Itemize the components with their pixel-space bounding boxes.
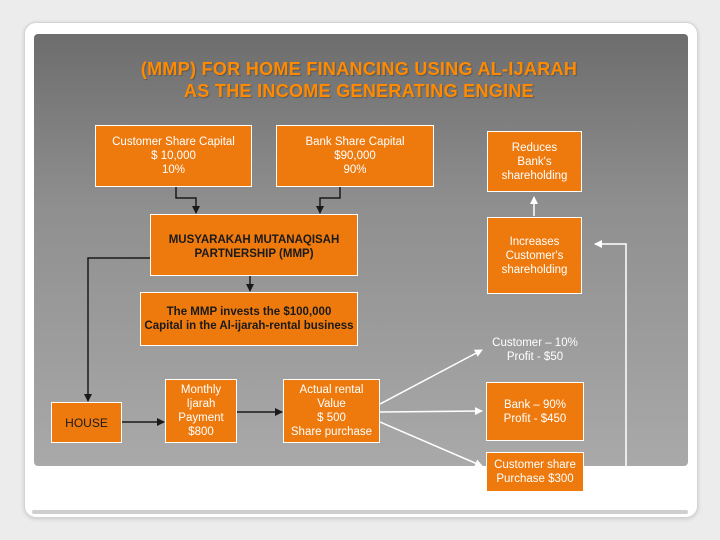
bank-profit-line-2: Profit - $450: [503, 412, 567, 425]
arrow-bank-to-mmp: [320, 186, 340, 213]
customer-profit-label: [482, 336, 588, 364]
title-line-1: (MMP) FOR HOME FINANCING USING AL-IJARAH: [140, 59, 578, 79]
increases-line-2: Customer's: [505, 249, 564, 262]
title-line-2: AS THE INCOME GENERATING ENGINE: [184, 81, 534, 101]
invests-line-2: Capital in the Al-ijarah-rental business: [144, 320, 354, 332]
payment-line-3: Payment: [178, 412, 224, 424]
increases-line-1: Increases: [509, 235, 560, 248]
house-label: HOUSE: [65, 415, 108, 430]
customer-capital-label: Customer Share Capital: [112, 136, 235, 148]
house-box: [51, 402, 122, 443]
arrow-rental-to-share-purchase: [380, 422, 482, 466]
customer-share-capital-box: [95, 125, 252, 187]
payment-line-2: Ijarah: [186, 398, 216, 410]
customer-capital-amount: $ 10,000: [151, 150, 196, 162]
bank-share-capital-box: [276, 125, 434, 187]
rental-amount: $ 500: [317, 412, 346, 424]
mmp-line-2: PARTNERSHIP (MMP): [194, 248, 314, 260]
arrow-rental-to-bank-profit: [380, 411, 482, 412]
payment-line-1: Monthly: [180, 384, 222, 396]
rental-line-4: Share purchase: [290, 426, 373, 438]
increases-line-3: shareholding: [501, 263, 568, 276]
customer-capital-percent: 10%: [161, 164, 186, 176]
payment-amount: $800: [188, 426, 214, 438]
customer-profit-line-2: Profit - $50: [506, 351, 564, 363]
arrow-customer-to-mmp: [176, 186, 196, 213]
bank-profit-line-1: Bank – 90%: [503, 398, 566, 411]
arrow-purchase-to-increases: [584, 244, 626, 467]
reduces-line-3: shareholding: [501, 169, 568, 182]
actual-rental-value-box: [283, 379, 380, 443]
monthly-ijarah-payment-box: [165, 379, 237, 443]
reduces-line-2: Bank's: [517, 155, 552, 168]
purchase-line-1: Customer share: [494, 459, 576, 471]
bank-capital-percent: 90%: [343, 164, 367, 176]
reduces-bank-shareholding-box: [487, 131, 582, 192]
bank-capital-amount: $90,000: [334, 150, 376, 162]
bank-capital-label: Bank Share Capital: [305, 136, 405, 148]
invests-line-1: The MMP invests the $100,000: [166, 306, 332, 318]
mmp-line-1: MUSYARAKAH MUTANAQISAH: [168, 234, 340, 246]
reduces-line-1: Reduces: [511, 141, 558, 154]
purchase-line-2: Purchase $300: [496, 473, 574, 485]
customer-profit-line-1: Customer – 10%: [492, 337, 578, 349]
mmp-partnership-box: [150, 214, 358, 276]
mmp-invests-box: [140, 292, 358, 346]
arrow-rental-to-customer-profit: [380, 350, 482, 404]
increases-customer-shareholding-box: [487, 217, 582, 294]
customer-share-purchase-box: [486, 452, 584, 492]
rental-line-2: Value: [317, 398, 346, 410]
rental-line-1: Actual rental: [299, 384, 364, 396]
bank-profit-box: [486, 382, 584, 441]
